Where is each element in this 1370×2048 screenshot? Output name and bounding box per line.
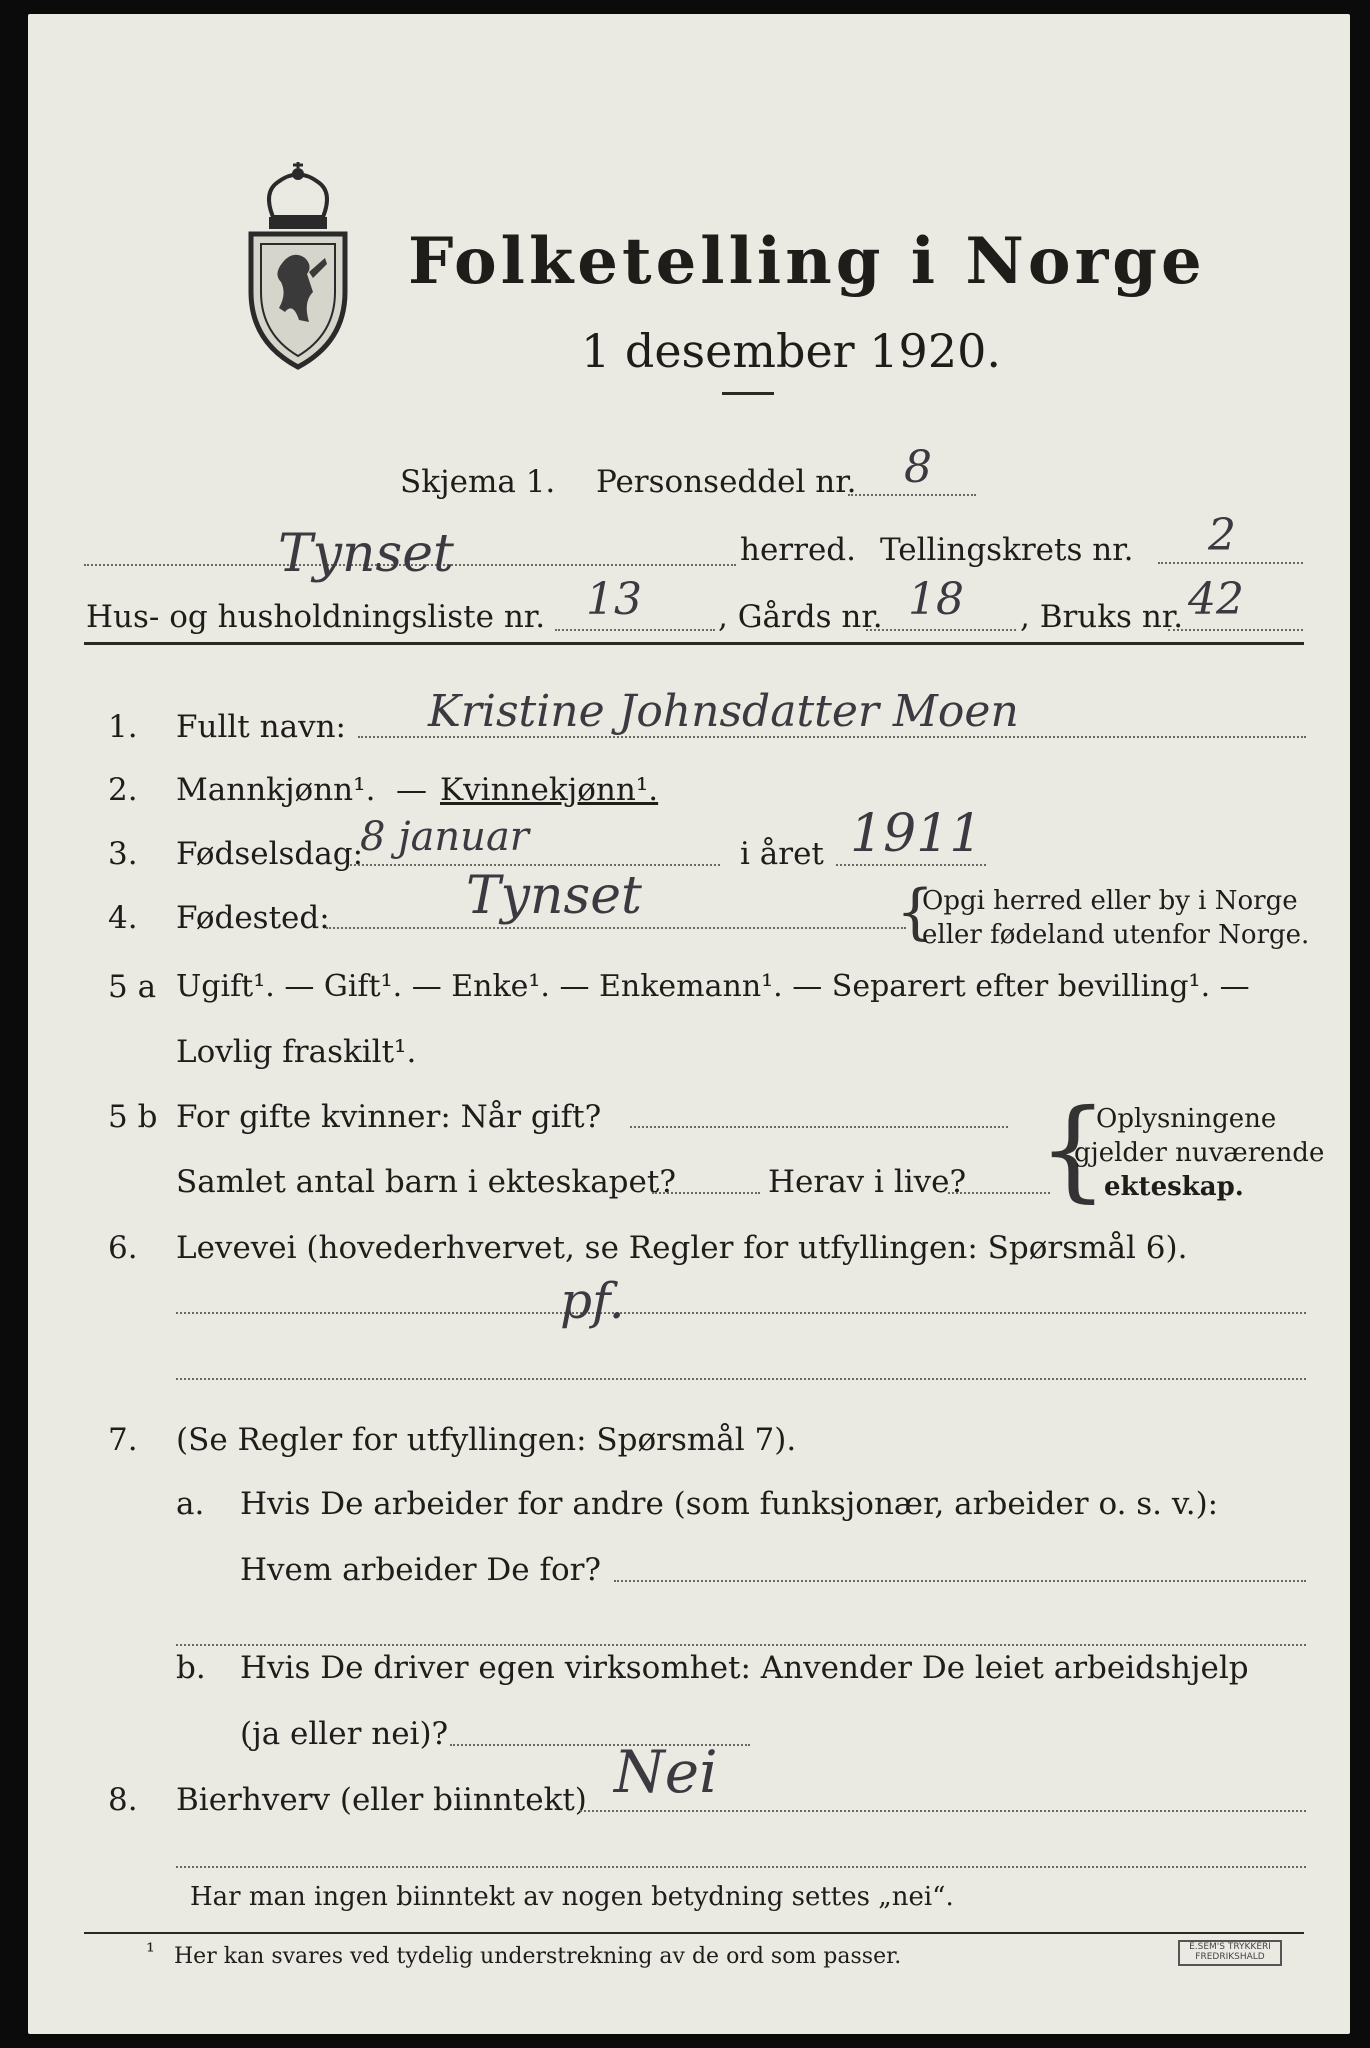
printer-stamp: E.SEM'S TRYKKERI FREDRIKSHALD bbox=[1178, 1940, 1282, 1966]
footnote-text: Her kan svares ved tydelig understrekning av de ord som passer. bbox=[174, 1944, 902, 1969]
q3-year-label: i året bbox=[740, 836, 824, 872]
q5a-line2: Lovlig fraskilt¹. bbox=[176, 1034, 417, 1070]
q7b-letter: b. bbox=[176, 1650, 206, 1686]
gards-value[interactable]: 18 bbox=[908, 574, 964, 625]
q5b-line1: For gifte kvinner: Når gift? bbox=[176, 1099, 602, 1135]
q4-note-2: eller fødeland utenfor Norge. bbox=[922, 920, 1310, 950]
q7a-line2: Hvem arbeider De for? bbox=[240, 1552, 602, 1588]
q5b-alive-label: Herav i live? bbox=[768, 1164, 967, 1200]
birthplace-value[interactable]: Tynset bbox=[466, 866, 642, 926]
q1-number: 1. bbox=[108, 709, 138, 745]
bruks-label: , Bruks nr. bbox=[1020, 599, 1184, 635]
q2-male: Mannkjønn¹. bbox=[176, 772, 376, 808]
birthdate-value[interactable]: 8 januar bbox=[360, 814, 529, 860]
note-text: Har man ingen biinntekt av nogen betydning settes „nei“. bbox=[190, 1882, 954, 1912]
side-income-value[interactable]: Nei bbox=[614, 1738, 718, 1806]
herred-label: herred. bbox=[740, 532, 856, 568]
hus-value[interactable]: 13 bbox=[586, 574, 642, 625]
q7-label: (Se Regler for utfyllingen: Spørsmål 7). bbox=[176, 1422, 797, 1458]
q5b-number: 5 b bbox=[108, 1099, 158, 1135]
q5b-children-label: Samlet antal barn i ekteskapet? bbox=[176, 1164, 676, 1200]
q6-label: Levevei (hovederhvervet, se Regler for utfyllingen: Spørsmål 6). bbox=[176, 1230, 1188, 1266]
q7-number: 7. bbox=[108, 1422, 138, 1458]
tellingskrets-value[interactable]: 2 bbox=[1208, 510, 1236, 561]
q2-female: Kvinnekjønn¹. bbox=[440, 772, 659, 808]
hus-label: Hus- og husholdningsliste nr. bbox=[86, 599, 546, 635]
form-title: Folketelling i Norge bbox=[408, 224, 1206, 299]
q5b-note-1: Oplysningene bbox=[1096, 1104, 1277, 1134]
q4-label: Fødested: bbox=[176, 900, 330, 936]
q4-number: 4. bbox=[108, 900, 138, 936]
q4-note-1: Opgi herred eller by i Norge bbox=[922, 886, 1298, 916]
bruks-value[interactable]: 42 bbox=[1188, 574, 1244, 625]
q2-number: 2. bbox=[108, 772, 138, 808]
census-form: Folketelling i Norge 1 desember 1920. Skjema 1. Personseddel nr. 8 Tynset herred. Tellingskrets nr. 2 Hus- og husholdningsliste nr. 13 , Gårds nr. 18 , Bruks nr. 42 1. Fullt navn: Kristine Johnsdatter Moen 2. Mannkjønn¹. — Kvinnekjønn¹. 3. Fødselsdag: 8 januar i året 1911 4. Fødested: Tynset { Opgi herred eller by i Norge eller fødeland utenfor Norge. 5 a Ugift¹. — Gift¹. — Enke¹. — Enkemann¹. — Separert efter bevilling¹. — Lovlig fraskilt¹. 5 b For gifte kvinner: Når gift? Samlet antal barn i ekteskapet? Herav i live? { Oplysningene gjelder nuværende ekteskap. 6. Levevei (hovederhvervet, se Regler for utfyllingen: Spørsmål 6). pf. 7. (Se Regler for utfyllingen: Spørsmål 7). a. Hvis De arbeider for andre (som funksjonær, arbeider o. s. v.): Hvem arbeider De for? b. Hvis De driver egen virksomhet: Anvender De leiet arbeidshjelp (ja eller nei)? 8. Bierhverv (eller biinntekt) Nei Har man ingen biinntekt av nogen betydning settes „nei“. ¹ Her kan svares ved tydelig understrekning av de ord som passer. E.SEM'S TRYKKERI FREDRIKSHALD bbox=[28, 14, 1350, 2034]
q5b-note-2: gjelder nuværende bbox=[1074, 1138, 1325, 1168]
q6-number: 6. bbox=[108, 1230, 138, 1266]
skjema-label: Skjema 1. bbox=[400, 464, 556, 500]
footnote-rule bbox=[84, 1932, 1304, 1934]
title-divider bbox=[722, 392, 774, 395]
q7b-line1: Hvis De driver egen virksomhet: Anvender De leiet arbeidshjelp bbox=[240, 1650, 1249, 1686]
personseddel-value[interactable]: 8 bbox=[904, 442, 932, 493]
coat-of-arms-icon bbox=[243, 162, 353, 372]
q7a-letter: a. bbox=[176, 1486, 205, 1522]
q8-label: Bierhverv (eller biinntekt) bbox=[176, 1782, 587, 1818]
q5a-line1: Ugift¹. — Gift¹. — Enke¹. — Enkemann¹. — Separert efter bevilling¹. — bbox=[176, 969, 1250, 1004]
birthyear-value[interactable]: 1911 bbox=[850, 804, 983, 864]
full-name-value[interactable]: Kristine Johnsdatter Moen bbox=[428, 686, 1019, 737]
q3-number: 3. bbox=[108, 836, 138, 872]
q7b-line2: (ja eller nei)? bbox=[240, 1716, 449, 1752]
herred-value[interactable]: Tynset bbox=[278, 524, 454, 584]
tellingskrets-label: Tellingskrets nr. bbox=[880, 532, 1134, 568]
q1-label: Fullt navn: bbox=[176, 709, 346, 745]
q8-number: 8. bbox=[108, 1782, 138, 1818]
header-rule bbox=[84, 642, 1304, 645]
q7a-line1: Hvis De arbeider for andre (som funksjonær, arbeider o. s. v.): bbox=[240, 1486, 1219, 1522]
occupation-value[interactable]: pf. bbox=[560, 1272, 625, 1330]
q3-label: Fødselsdag: bbox=[176, 836, 364, 872]
q5a-number: 5 a bbox=[108, 969, 157, 1005]
q5b-note-3: ekteskap. bbox=[1104, 1172, 1244, 1202]
footnote-mark: ¹ bbox=[146, 1940, 155, 1965]
personseddel-label: Personseddel nr. bbox=[596, 464, 857, 500]
census-date: 1 desember 1920. bbox=[581, 324, 1001, 378]
gards-label: , Gårds nr. bbox=[718, 599, 883, 635]
q2-dash: — bbox=[396, 772, 427, 808]
